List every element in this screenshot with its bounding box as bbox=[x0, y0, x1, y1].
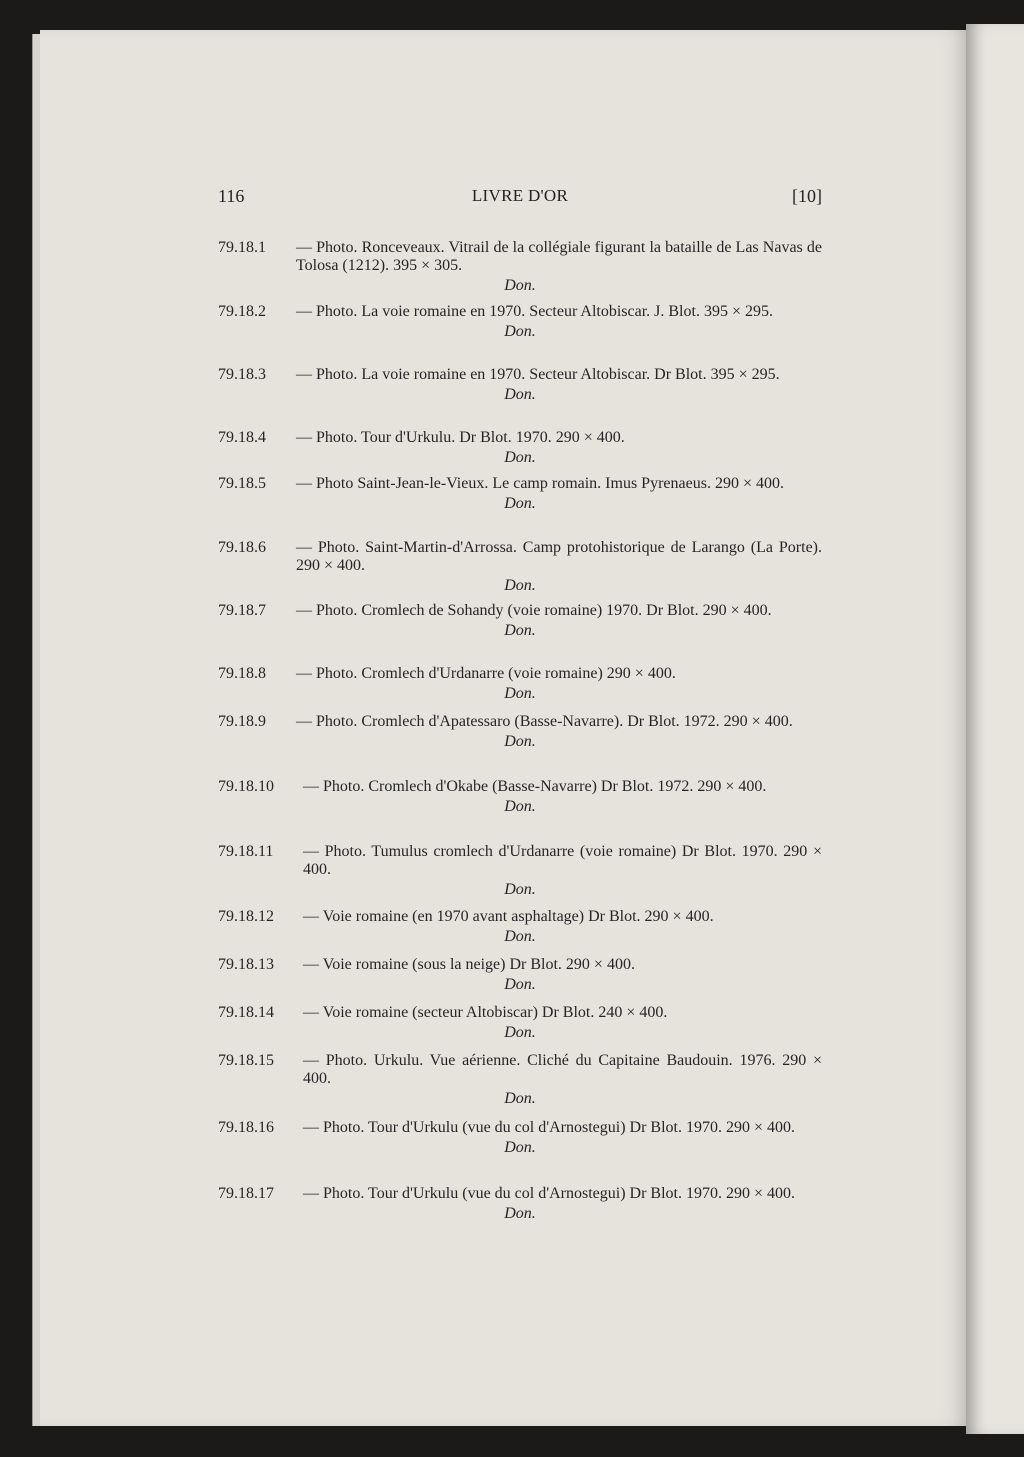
catalog-entry bbox=[218, 1052, 822, 1108]
running-title: LIVRE D'OR bbox=[471, 186, 569, 205]
entry-note: Don. bbox=[504, 622, 536, 639]
entry-note: Don. bbox=[504, 1090, 536, 1107]
entry-description: — Voie romaine (secteur Altobiscar) Dr Blot. 240 × 400. bbox=[303, 1004, 668, 1021]
entry-number: 79.18.1 bbox=[218, 239, 266, 256]
entry-number: 79.18.17 bbox=[218, 1185, 274, 1202]
catalog-entry bbox=[218, 665, 822, 703]
entry-number: 79.18.13 bbox=[218, 956, 274, 973]
entry-description: — Photo. Tumulus cromlech d'Urdanarre (voie romaine) Dr Blot. 1970. 290 × 400. bbox=[303, 843, 822, 878]
entry-note: Don. bbox=[504, 1205, 536, 1222]
entry-number: 79.18.12 bbox=[218, 908, 274, 925]
entry-description: — Photo. Tour d'Urkulu (vue du col d'Arnostegui) Dr Blot. 1970. 290 × 400. bbox=[303, 1185, 796, 1202]
entry-description: — Photo. La voie romaine en 1970. Secteur Altobiscar. J. Blot. 395 × 295. bbox=[296, 303, 773, 320]
catalog-entry bbox=[218, 1185, 822, 1223]
entry-note: Don. bbox=[504, 928, 536, 945]
entry-number: 79.18.8 bbox=[218, 665, 266, 682]
entry-number: 79.18.11 bbox=[218, 843, 274, 860]
entry-number: 79.18.3 bbox=[218, 366, 266, 383]
catalog-entry bbox=[218, 303, 822, 341]
entry-description: — Voie romaine (en 1970 avant asphaltage) Dr Blot. 290 × 400. bbox=[303, 908, 714, 925]
entry-description: — Photo. Cromlech d'Okabe (Basse-Navarre) Dr Blot. 1972. 290 × 400. bbox=[303, 778, 767, 795]
entry-number: 79.18.5 bbox=[218, 475, 266, 492]
entry-description: — Photo. Saint-Martin-d'Arrossa. Camp protohistorique de Larango (La Porte). 290 × 400. bbox=[296, 539, 822, 574]
entry-description: — Photo Saint-Jean-le-Vieux. Le camp romain. Imus Pyrenaeus. 290 × 400. bbox=[296, 475, 784, 492]
entry-description: — Photo. Cromlech de Sohandy (voie romaine) 1970. Dr Blot. 290 × 400. bbox=[296, 602, 772, 619]
entry-note: Don. bbox=[504, 881, 536, 898]
catalog-entry bbox=[218, 1004, 822, 1042]
catalog-entry bbox=[218, 1119, 822, 1157]
entry-note: Don. bbox=[504, 495, 536, 512]
catalog-entry bbox=[218, 956, 822, 994]
entry-note: Don. bbox=[504, 277, 536, 294]
entry-description: — Photo. Tour d'Urkulu. Dr Blot. 1970. 290 × 400. bbox=[296, 429, 625, 446]
entry-number: 79.18.2 bbox=[218, 303, 266, 320]
entry-number: 79.18.15 bbox=[218, 1052, 274, 1069]
catalog-entry bbox=[218, 908, 822, 946]
entry-note: Don. bbox=[504, 323, 536, 340]
catalog-entry bbox=[218, 539, 822, 595]
entry-description: — Photo. Urkulu. Vue aérienne. Cliché du Capitaine Baudouin. 1976. 290 × 400. bbox=[303, 1052, 822, 1087]
entry-description: — Photo. Tour d'Urkulu (vue du col d'Arnostegui) Dr Blot. 1970. 290 × 400. bbox=[303, 1119, 796, 1136]
catalog-entry bbox=[218, 602, 822, 640]
entry-description: — Photo. Cromlech d'Urdanarre (voie romaine) 290 × 400. bbox=[296, 665, 676, 682]
entry-number: 79.18.16 bbox=[218, 1119, 274, 1136]
page-number: 116 bbox=[218, 186, 245, 206]
entry-note: Don. bbox=[504, 733, 536, 750]
entry-note: Don. bbox=[504, 976, 536, 993]
catalog-entry bbox=[218, 778, 822, 816]
entry-description: — Photo. Ronceveaux. Vitrail de la collégiale figurant la bataille de Las Navas de Tolosa (1212). 395 × 305. bbox=[296, 239, 822, 274]
entry-note: Don. bbox=[504, 685, 536, 702]
entry-number: 79.18.9 bbox=[218, 713, 266, 730]
entry-number: 79.18.4 bbox=[218, 429, 266, 446]
entry-note: Don. bbox=[504, 386, 536, 403]
entry-description: — Photo. La voie romaine en 1970. Secteur Altobiscar. Dr Blot. 395 × 295. bbox=[296, 366, 780, 383]
catalog-entry bbox=[218, 843, 822, 899]
entry-note: Don. bbox=[504, 577, 536, 594]
facing-page-edge bbox=[966, 24, 1024, 1434]
entry-number: 79.18.7 bbox=[218, 602, 266, 619]
catalog-entry bbox=[218, 239, 822, 295]
catalog-entry bbox=[218, 713, 822, 751]
entry-number: 79.18.14 bbox=[218, 1004, 274, 1021]
catalog-entry bbox=[218, 366, 822, 404]
entry-description: — Voie romaine (sous la neige) Dr Blot. 290 × 400. bbox=[303, 956, 635, 973]
entry-note: Don. bbox=[504, 1139, 536, 1156]
catalog-entry bbox=[218, 475, 822, 513]
entry-note: Don. bbox=[504, 1024, 536, 1041]
entry-note: Don. bbox=[504, 798, 536, 815]
section-number: [10] bbox=[792, 186, 822, 206]
entry-number: 79.18.10 bbox=[218, 778, 274, 795]
entry-description: — Photo. Cromlech d'Apatessaro (Basse-Navarre). Dr Blot. 1972. 290 × 400. bbox=[296, 713, 793, 730]
entry-number: 79.18.6 bbox=[218, 539, 266, 556]
entry-note: Don. bbox=[504, 449, 536, 466]
catalog-entry bbox=[218, 429, 822, 467]
page-header bbox=[218, 186, 822, 212]
